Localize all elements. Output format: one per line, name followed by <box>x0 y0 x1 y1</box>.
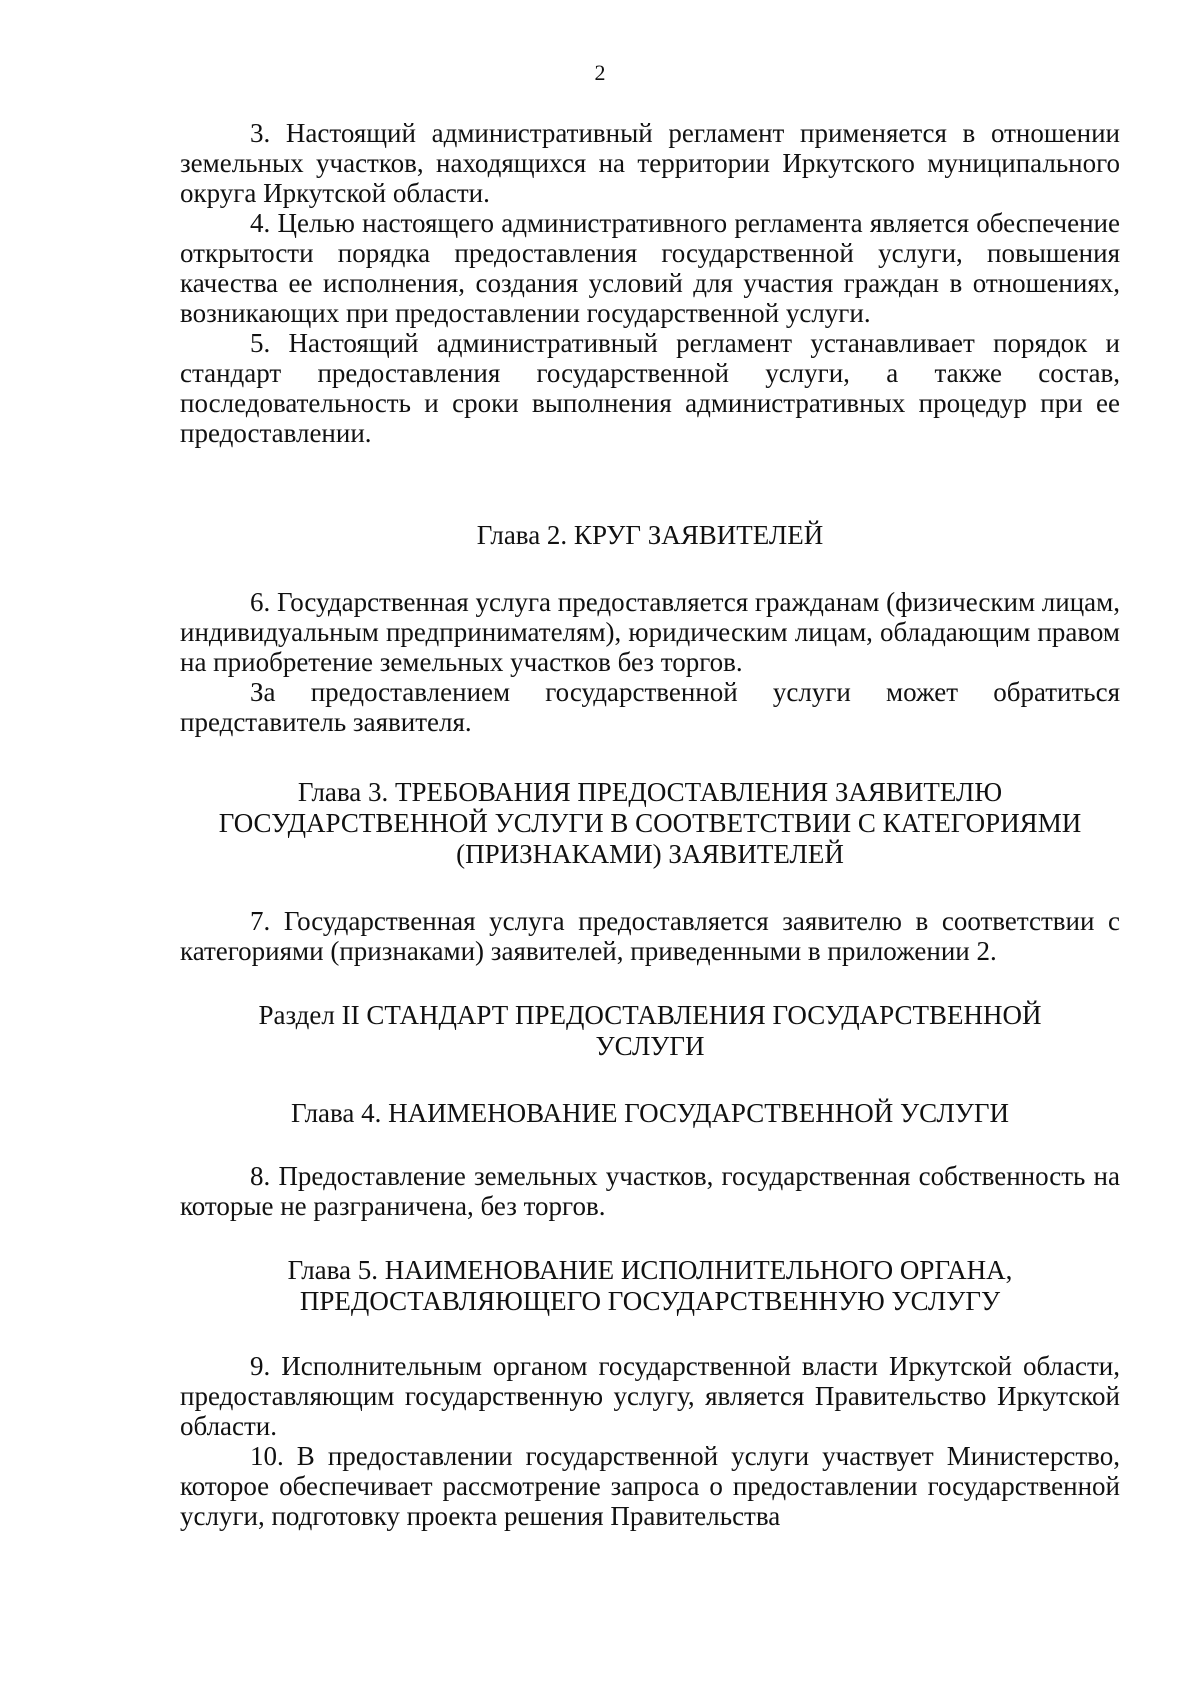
paragraph-10: 10. В предоставлении государственной услуги участвует Министерство, которое обеспечивает рассмотрение запроса о предоставлении государственной услуги, подготовку проекта решения Правительства <box>180 1441 1120 1531</box>
paragraph-8: 8. Предоставление земельных участков, государственная собственность на которые не разграничена, без торгов. <box>180 1161 1120 1221</box>
section-2-heading-line-1: Раздел II СТАНДАРТ ПРЕДОСТАВЛЕНИЯ ГОСУДАРСТВЕННОЙ <box>258 1000 1042 1030</box>
paragraph-5: 5. Настоящий административный регламент устанавливает порядок и стандарт предоставления государственной услуги, а также состав, последовательность и сроки выполнения административных процедур при ее предоставлении. <box>180 328 1120 448</box>
paragraph-4: 4. Целью настоящего административного регламента является обеспечение открытости порядка предоставления государственной услуги, повышения качества ее исполнения, создания условий для участия граждан в отношениях, возникающих при предоставлении государственной услуги. <box>180 208 1120 328</box>
paragraph-3: 3. Настоящий административный регламент применяется в отношении земельных участков, находящихся на территории Иркутского муниципального округа Иркутской области. <box>180 118 1120 208</box>
chapter-4-heading: Глава 4. НАИМЕНОВАНИЕ ГОСУДАРСТВЕННОЙ УСЛУГИ <box>290 1098 1009 1128</box>
paragraph-6: 6. Государственная услуга предоставляется гражданам (физическим лицам, индивидуальным предпринимателям), юридическим лицам, обладающим правом на приобретение земельных участков без торгов. <box>180 587 1120 677</box>
chapter-2-heading: Глава 2. КРУГ ЗАЯВИТЕЛЕЙ <box>476 520 824 550</box>
paragraph-7: 7. Государственная услуга предоставляется заявителю в соответствии с категориями (признаками) заявителей, приведенными в приложении 2. <box>180 906 1120 966</box>
chapter-5-heading-line-2: ПРЕДОСТАВЛЯЮЩЕГО ГОСУДАРСТВЕННУЮ УСЛУГУ <box>299 1286 1001 1316</box>
chapter-5-heading <box>180 1255 1120 1317</box>
section-2-heading <box>180 1000 1120 1062</box>
paragraph-6-continuation: За предоставлением государственной услуги может обратиться представитель заявителя. <box>180 677 1120 737</box>
chapter-3-heading-line-2: ГОСУДАРСТВЕННОЙ УСЛУГИ В СООТВЕТСТВИИ С КАТЕГОРИЯМИ <box>218 808 1082 838</box>
chapter-3-heading-line-1: Глава 3. ТРЕБОВАНИЯ ПРЕДОСТАВЛЕНИЯ ЗАЯВИТЕЛЮ <box>297 777 1003 807</box>
chapter-5-heading-line-1: Глава 5. НАИМЕНОВАНИЕ ИСПОЛНИТЕЛЬНОГО ОРГАНА, <box>287 1255 1013 1285</box>
document-body <box>180 118 1120 1531</box>
section-2-heading-line-2: УСЛУГИ <box>595 1031 705 1061</box>
chapter-3-heading-line-3: (ПРИЗНАКАМИ) ЗАЯВИТЕЛЕЙ <box>456 839 844 869</box>
chapter-3-heading <box>180 777 1120 870</box>
page-number: 2 <box>594 60 606 85</box>
paragraph-9: 9. Исполнительным органом государственной власти Иркутской области, предоставляющим государственную услугу, является Правительство Иркутской области. <box>180 1351 1120 1441</box>
